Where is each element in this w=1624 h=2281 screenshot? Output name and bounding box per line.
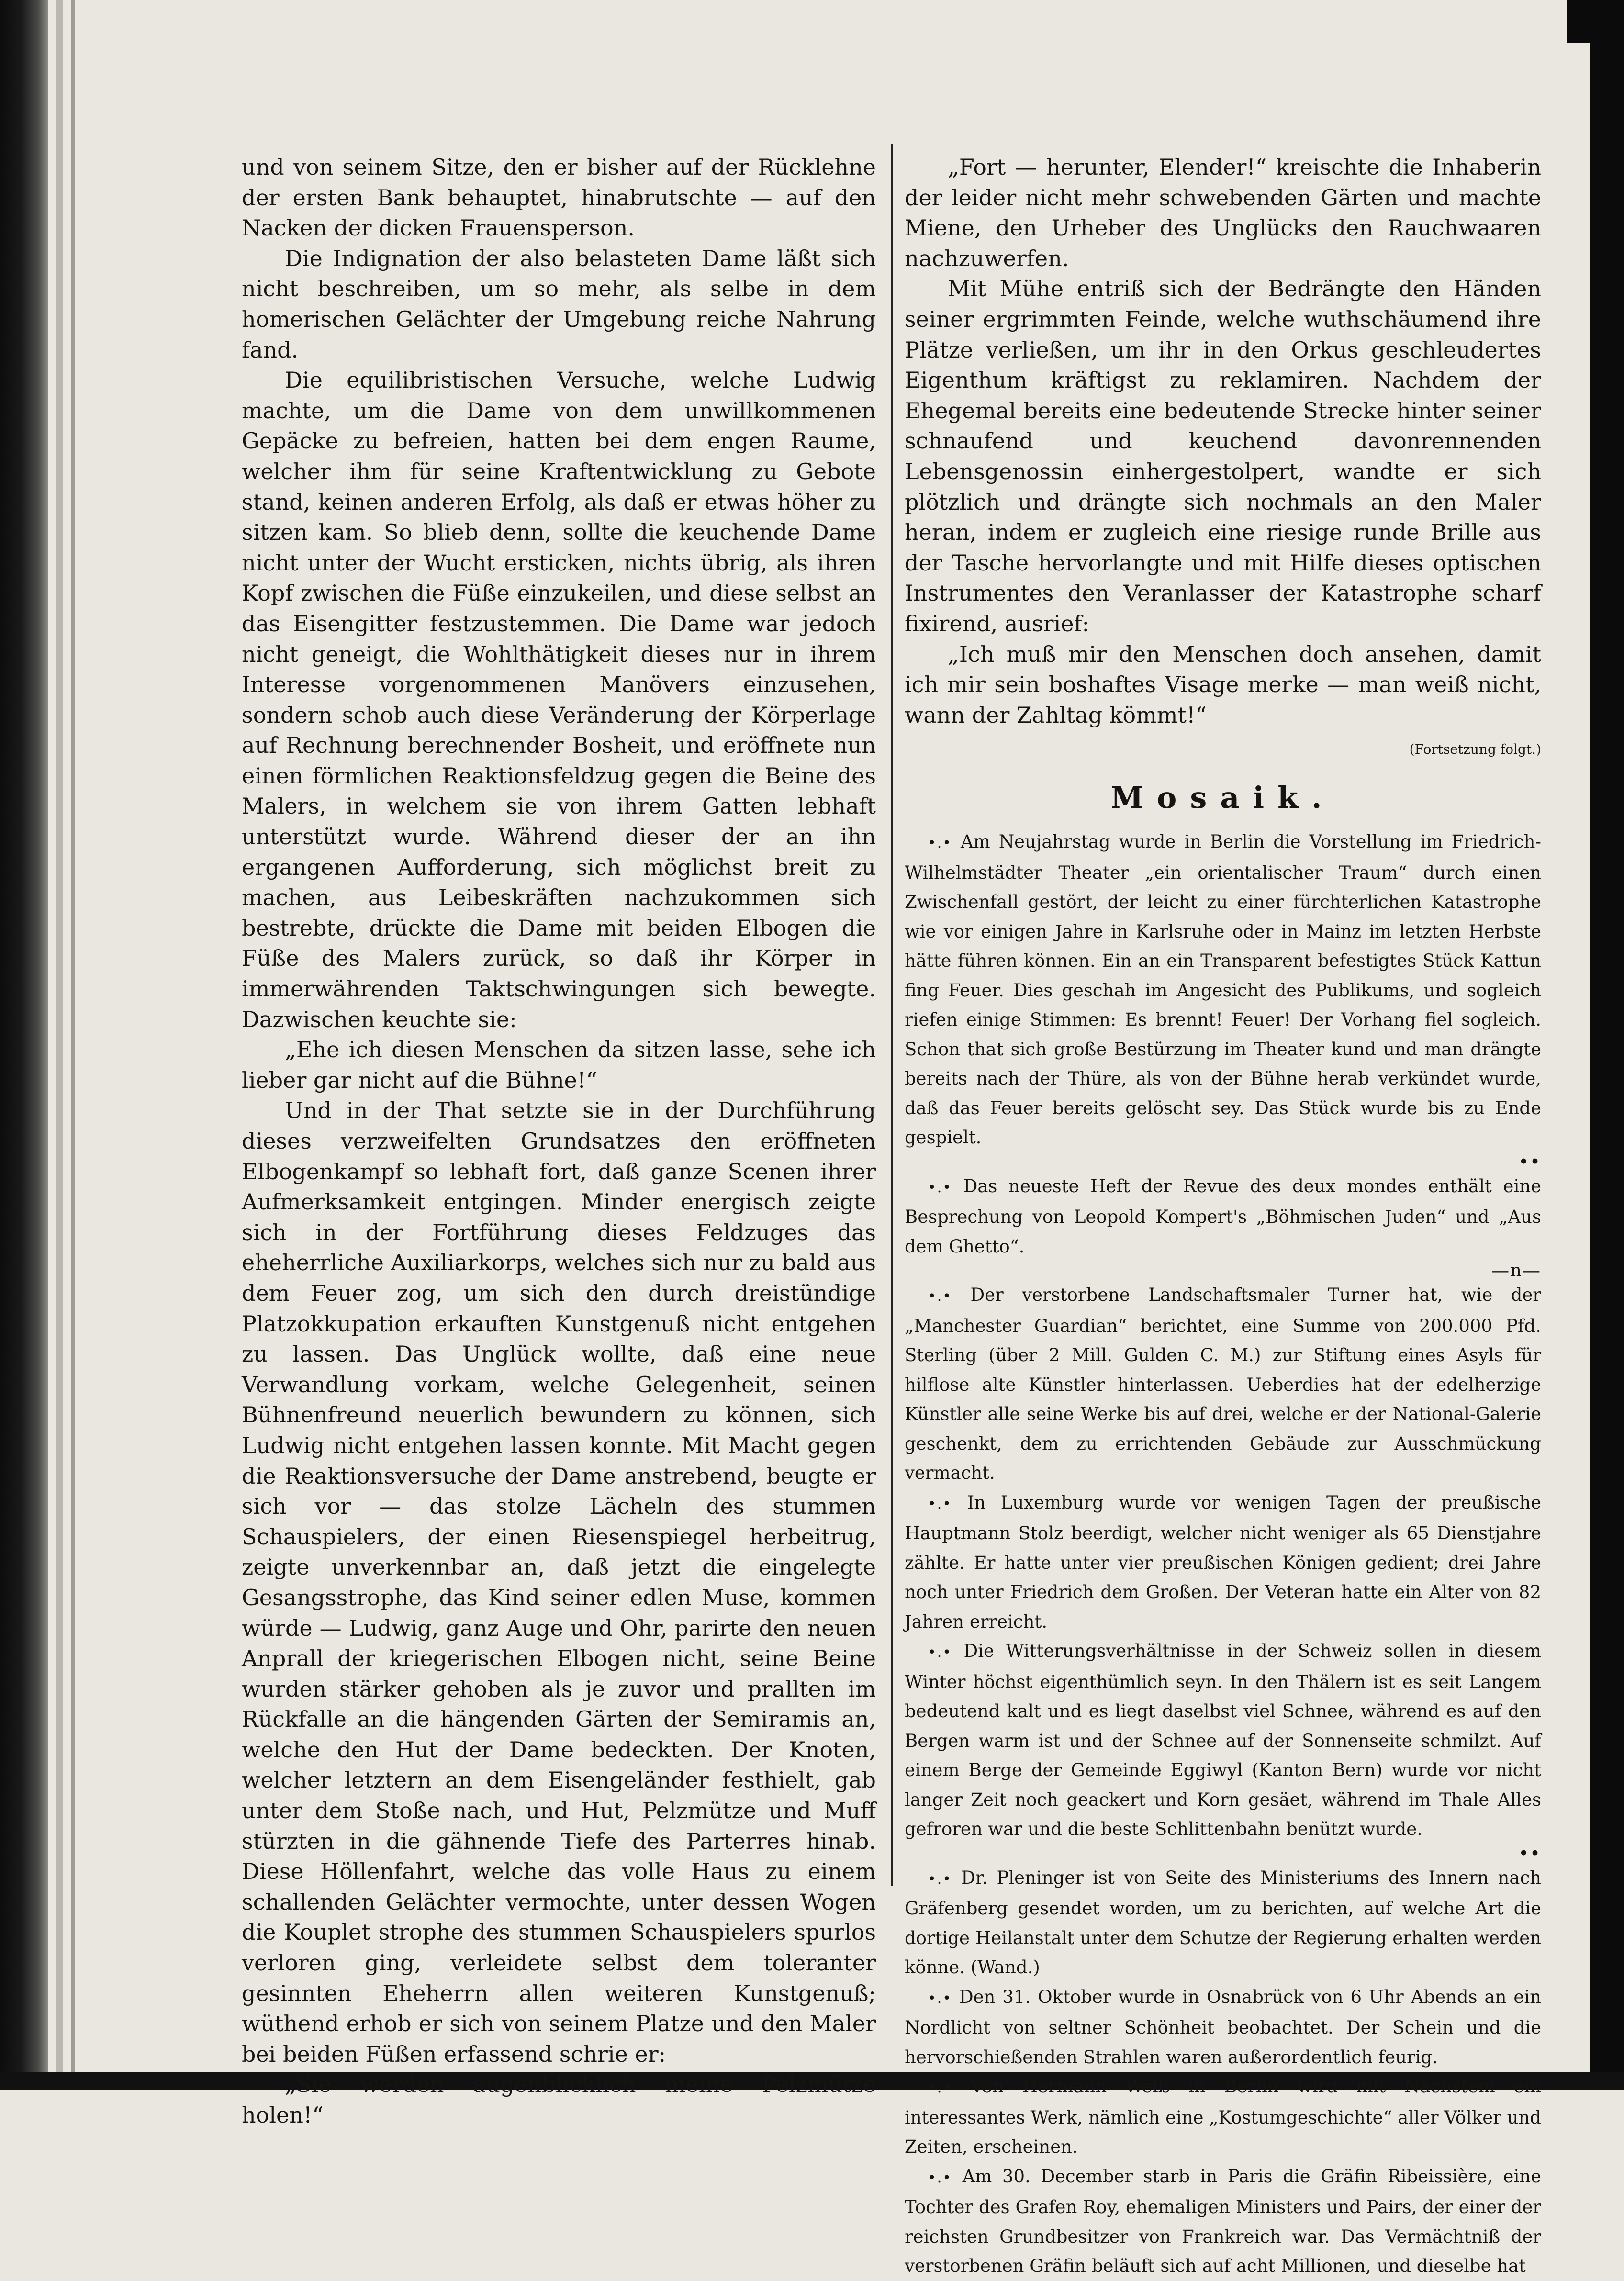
bullet-mark: •.• [928, 2080, 952, 2097]
bullet-mark: •.• [928, 1288, 952, 1305]
right-column [905, 152, 1541, 2281]
mosaic-item [905, 1172, 1541, 1281]
mosaic-item-text: Die Witterungsverhältnisse in der Schweiz sollen in diesem Winter höchst eigenthümlich seyn. In den Thälern ist es seit Langem bedeutend kalt und es liegt daselbst viel Schnee, während es auf den Bergen warm ist und der Schnee auf der Sonnenseite schmilzt. Auf einem Berge der Gemeinde Eggiwyl (Kanton Bern) wurde vor nicht langer Zeit noch geackert und Korn gesäet, während im Thale Alles gefroren war und die beste Schlittenbahn benützt wurde. [905, 1641, 1541, 1840]
mosaic-item-text: Dr. Pleninger ist von Seite des Ministeriums des Innern nach Gräfenberg gesendet worden, um zu berichten, auf welche Art die dortige Heilanstalt unter dem Schutze der Regierung erhalten werden könne. (Wand.) [905, 1867, 1541, 1978]
mosaic-item-text: In Luxemburg wurde vor wenigen Tagen der preußische Hauptmann Stolz beerdigt, welcher nicht weniger als 65 Dienstjahre zählte. Er hatte unter vier preußischen Königen gedient; drei Jahre noch unter Friedrich dem Großen. Der Veteran hatte ein Alter von 82 Jahren erreicht. [905, 1492, 1542, 1632]
bullet-mark: •.• [928, 1495, 952, 1512]
scan-right-corner [1567, 0, 1624, 43]
bullet-mark: •.• [928, 1179, 952, 1196]
mosaic-item-text: Am 30. December starb in Paris die Gräfin Ribeissière, eine Tochter des Grafen Roy, ehemaligen Ministers und Pairs, der einer der reichsten Grundbesitzer von Frankreich war. Das Vermächtniß der verstorbenen Gräfin beläuft sich auf acht Millionen, und dieselbe hat [905, 2166, 1542, 2277]
item-signature: •• [1518, 1843, 1541, 1864]
mosaic-item [905, 1863, 1541, 1982]
column-divider [891, 144, 893, 1886]
quote-paragraph: „Ich muß mir den Menschen doch ansehen, damit ich mir sein boshaftes Visage merke — man weiß nicht, wann der Zahltag kömmt!“ [905, 641, 1541, 728]
mosaic-item-text: Das neueste Heft der Revue des deux mondes enthält eine Besprechung von Leopold Kompert's „Böhmischen Juden“ und „Aus dem Ghetto“. [905, 1175, 1541, 1257]
bullet-mark: •.• [928, 1644, 952, 1661]
continuation-note: (Fortsetzung folgt.) [1409, 741, 1541, 758]
paragraph: Und in der That setzte sie in der Durchführung dieses verzweifelten Grundsatzes den eröffneten Elbogenkampf so lebhaft fort, daß ganze Scenen ihrer Aufmerksamkeit entgingen. Minder energisch zeigte sich in der Fortführung dieses Feldzuges das eheherrliche Auxiliarkorps, welches sich nur zu bald aus dem Feuer zog, um sich den durch dreistündige Platzokkupation erkauften Kunstgenuß nicht entgehen zu lassen. Das Unglück wollte, daß eine neue Verwandlung vorkam, welche Gelegenheit, seinen Bühnenfreund neuerlich bewundern zu können, sich Ludwig nicht entgehen lassen konnte. Mit Macht gegen die Reaktionsversuche der Dame anstrebend, beugte er sich vor — das stolze Lächeln des stummen Schauspielers, der einen Riesenspiegel herbeitrug, zeigte unverkennbar an, daß jetzt die eingelegte Gesangsstrophe, das Kind seiner edlen Muse, kommen würde — Ludwig, ganz Auge und Ohr, parirte den neuen Anprall der kriegerischen Elbogen nicht, seine Beine wurden stärker gehoben als je zuvor und prallten im Rückfalle an die hängenden Gärten der Semiramis an, welche den Hut der Dame bedeckten. Der Knoten, welcher letztern an dem Eisengeländer festhielt, gab unter dem Stoße nach, und Hut, Pelzmütze und Muff stürzten in die gähnende Tiefe des Parterres hinab. Diese Höllenfahrt, welche das volle Haus zu einem schallenden Gelächter vermochte, unter dessen Wogen die Kouplet strophe des stummen Schauspielers spurlos verloren ging, verleidete selbst dem toleranter gesinnten Eheherrn allen weiteren Kunstgenuß; wüthend erhob er sich von seinem Platze und den Maler bei beiden Füßen erfassend schrie er: [242, 1097, 876, 2067]
bullet-mark: •.• [928, 2169, 952, 2186]
section-heading: Mosaik. [1110, 780, 1335, 816]
mosaic-item-text: Den 31. Oktober wurde in Osnabrück von 6 Uhr Abends an ein Nordlicht von seltner Schönheit beobachtet. Der Schein und die hervorschießenden Strahlen waren außerordentlich feurig. [905, 1986, 1541, 2068]
mosaic-item [905, 2162, 1541, 2281]
mosaic-item-text: Von Hermann Weiß in Berlin wird mit Nächstem ein interessantes Werk, nämlich eine „Kostumgeschichte“ aller Völker und Zeiten, erscheinen. [905, 2076, 1542, 2158]
scan-right-edge [1590, 0, 1624, 2090]
quote-paragraph: „Ehe ich diesen Menschen da sitzen lasse, sehe ich lieber gar nicht auf die Bühne!“ [242, 1037, 876, 1093]
bullet-mark: •.• [928, 1870, 952, 1888]
mosaic-item [905, 1488, 1541, 1637]
page-stack-edge [71, 0, 75, 2090]
mosaic-item [905, 2072, 1541, 2162]
scan-left-edge [0, 0, 48, 2090]
paragraph: Mit Mühe entriß sich der Bedrängte den Händen seiner ergrimmten Feinde, welche wuthschäumend ihre Plätze verließen, um ihr in den Orkus geschleudertes Eigenthum kräftigst zu reklamiren. Nachdem der Ehegemal bereits eine bedeutende Strecke hinter seiner schnaufend und keuchend davonrennenden Lebensgenossin einhergestolpert, wandte er sich plötzlich und drängte sich nochmals an den Maler heran, indem er zugleich eine riesige runde Brille aus der Tasche hervorlangte und mit Hilfe dieses optischen Instrumentes den Veranlasser der Katastrophe scharf fixirend, ausrief: [905, 276, 1541, 637]
item-signature: —n— [1491, 1260, 1541, 1281]
paragraph: und von seinem Sitze, den er bisher auf der Rücklehne der ersten Bank behauptet, hinabrutschte — auf den Nacken der dicken Frauensperson. [242, 154, 876, 241]
page-stack-edge [56, 0, 63, 2090]
paragraph: Die Indignation der also belasteten Dame läßt sich nicht beschreiben, um so mehr, als selbe in dem homerischen Gelächter der Umgebung reiche Nahrung fand. [242, 245, 876, 363]
left-column [242, 152, 876, 2131]
mosaic-item [905, 1636, 1541, 1863]
item-signature: •• [1518, 1151, 1541, 1172]
mosaic-item [905, 1280, 1541, 1488]
mosaic-item-text: Der verstorbene Landschaftsmaler Turner hat, wie der „Manchester Guardian“ berichtet, eine Summe von 200.000 Pfd. Sterling (über 2 Mill. Gulden C. M.) zur Stiftung eines Asyls für hilflose alte Künstler hinterlassen. Ueberdies hat der edelherzige Künstler alle seine Werke bis auf drei, welche er der National-Galerie geschenkt, dem zu errichtenden Gebäude zur Ausschmückung vermacht. [905, 1285, 1541, 1484]
quote-paragraph: „Fort — herunter, Elender!“ kreischte die Inhaberin der leider nicht mehr schwebenden Gärten und machte Miene, den Urheber des Unglücks den Rauchwaaren nachzuwerfen. [905, 154, 1541, 271]
bullet-mark: •.• [928, 835, 952, 852]
quote-paragraph: „Sie werden augenblicklich meine Pelzmütze holen!“ [242, 2071, 876, 2128]
mosaic-item [905, 827, 1541, 1172]
mosaic-item [905, 1982, 1541, 2072]
mosaic-item-text: Am Neujahrstag wurde in Berlin die Vorstellung im Friedrich-Wilhelmstädter Theater „ein orientalischer Traum“ durch einen Zwischenfall gestört, der leicht zu einer fürchterlichen Katastrophe wie vor einigen Jahre in Karlsruhe oder in Mainz im letzten Herbste hätte führen können. Ein an ein Transparent befestigtes Stück Kattun fing Feuer. Dies geschah im Angesicht des Publikums, und sogleich riefen einige Stimmen: Es brennt! Feuer! Der Vorhang fiel sogleich. Schon that sich große Bestürzung im Theater kund und man drängte bereits nach der Thüre, als von der Bühne herab verkündet wurde, daß das Feuer bereits gelöscht sey. Das Stück wurde bis zu Ende gespielt. [905, 831, 1541, 1148]
paragraph: Die equilibristischen Versuche, welche Ludwig machte, um die Dame von dem unwillkommenen Gepäcke zu befreien, hatten bei dem engen Raume, welcher ihm für seine Kraftentwicklung zu Gebote stand, keinen anderen Erfolg, als daß er etwas höher zu sitzen kam. So blieb denn, sollte die keuchende Dame nicht unter der Wucht ersticken, nichts übrig, als ihren Kopf zwischen die Füße einzukeilen, und diese selbst an das Eisengitter festzustemmen. Die Dame war jedoch nicht geneigt, die Wohlthätigkeit dieses nur in ihrem Interesse vorgenommenen Manövers einzusehen, sondern schob auch diese Veränderung der Körperlage auf Rechnung berechnender Bosheit, und eröffnete nun einen förmlichen Reaktionsfeldzug gegen die Beine des Malers, in welchem sie von ihrem Gatten lebhaft unterstützt wurde. Während dieser der an ihn ergangenen Aufforderung, sich möglichst breit zu machen, aus Leibeskräften nachzukommen sich bestrebte, drückte die Dame mit beiden Elbogen die Füße des Malers zurück, so daß ihr Körper in immerwährenden Taktschwingungen sich bewegte. Dazwischen keuchte sie: [242, 367, 876, 1032]
bullet-mark: •.• [928, 1990, 952, 2007]
story-continuation [905, 152, 1541, 730]
